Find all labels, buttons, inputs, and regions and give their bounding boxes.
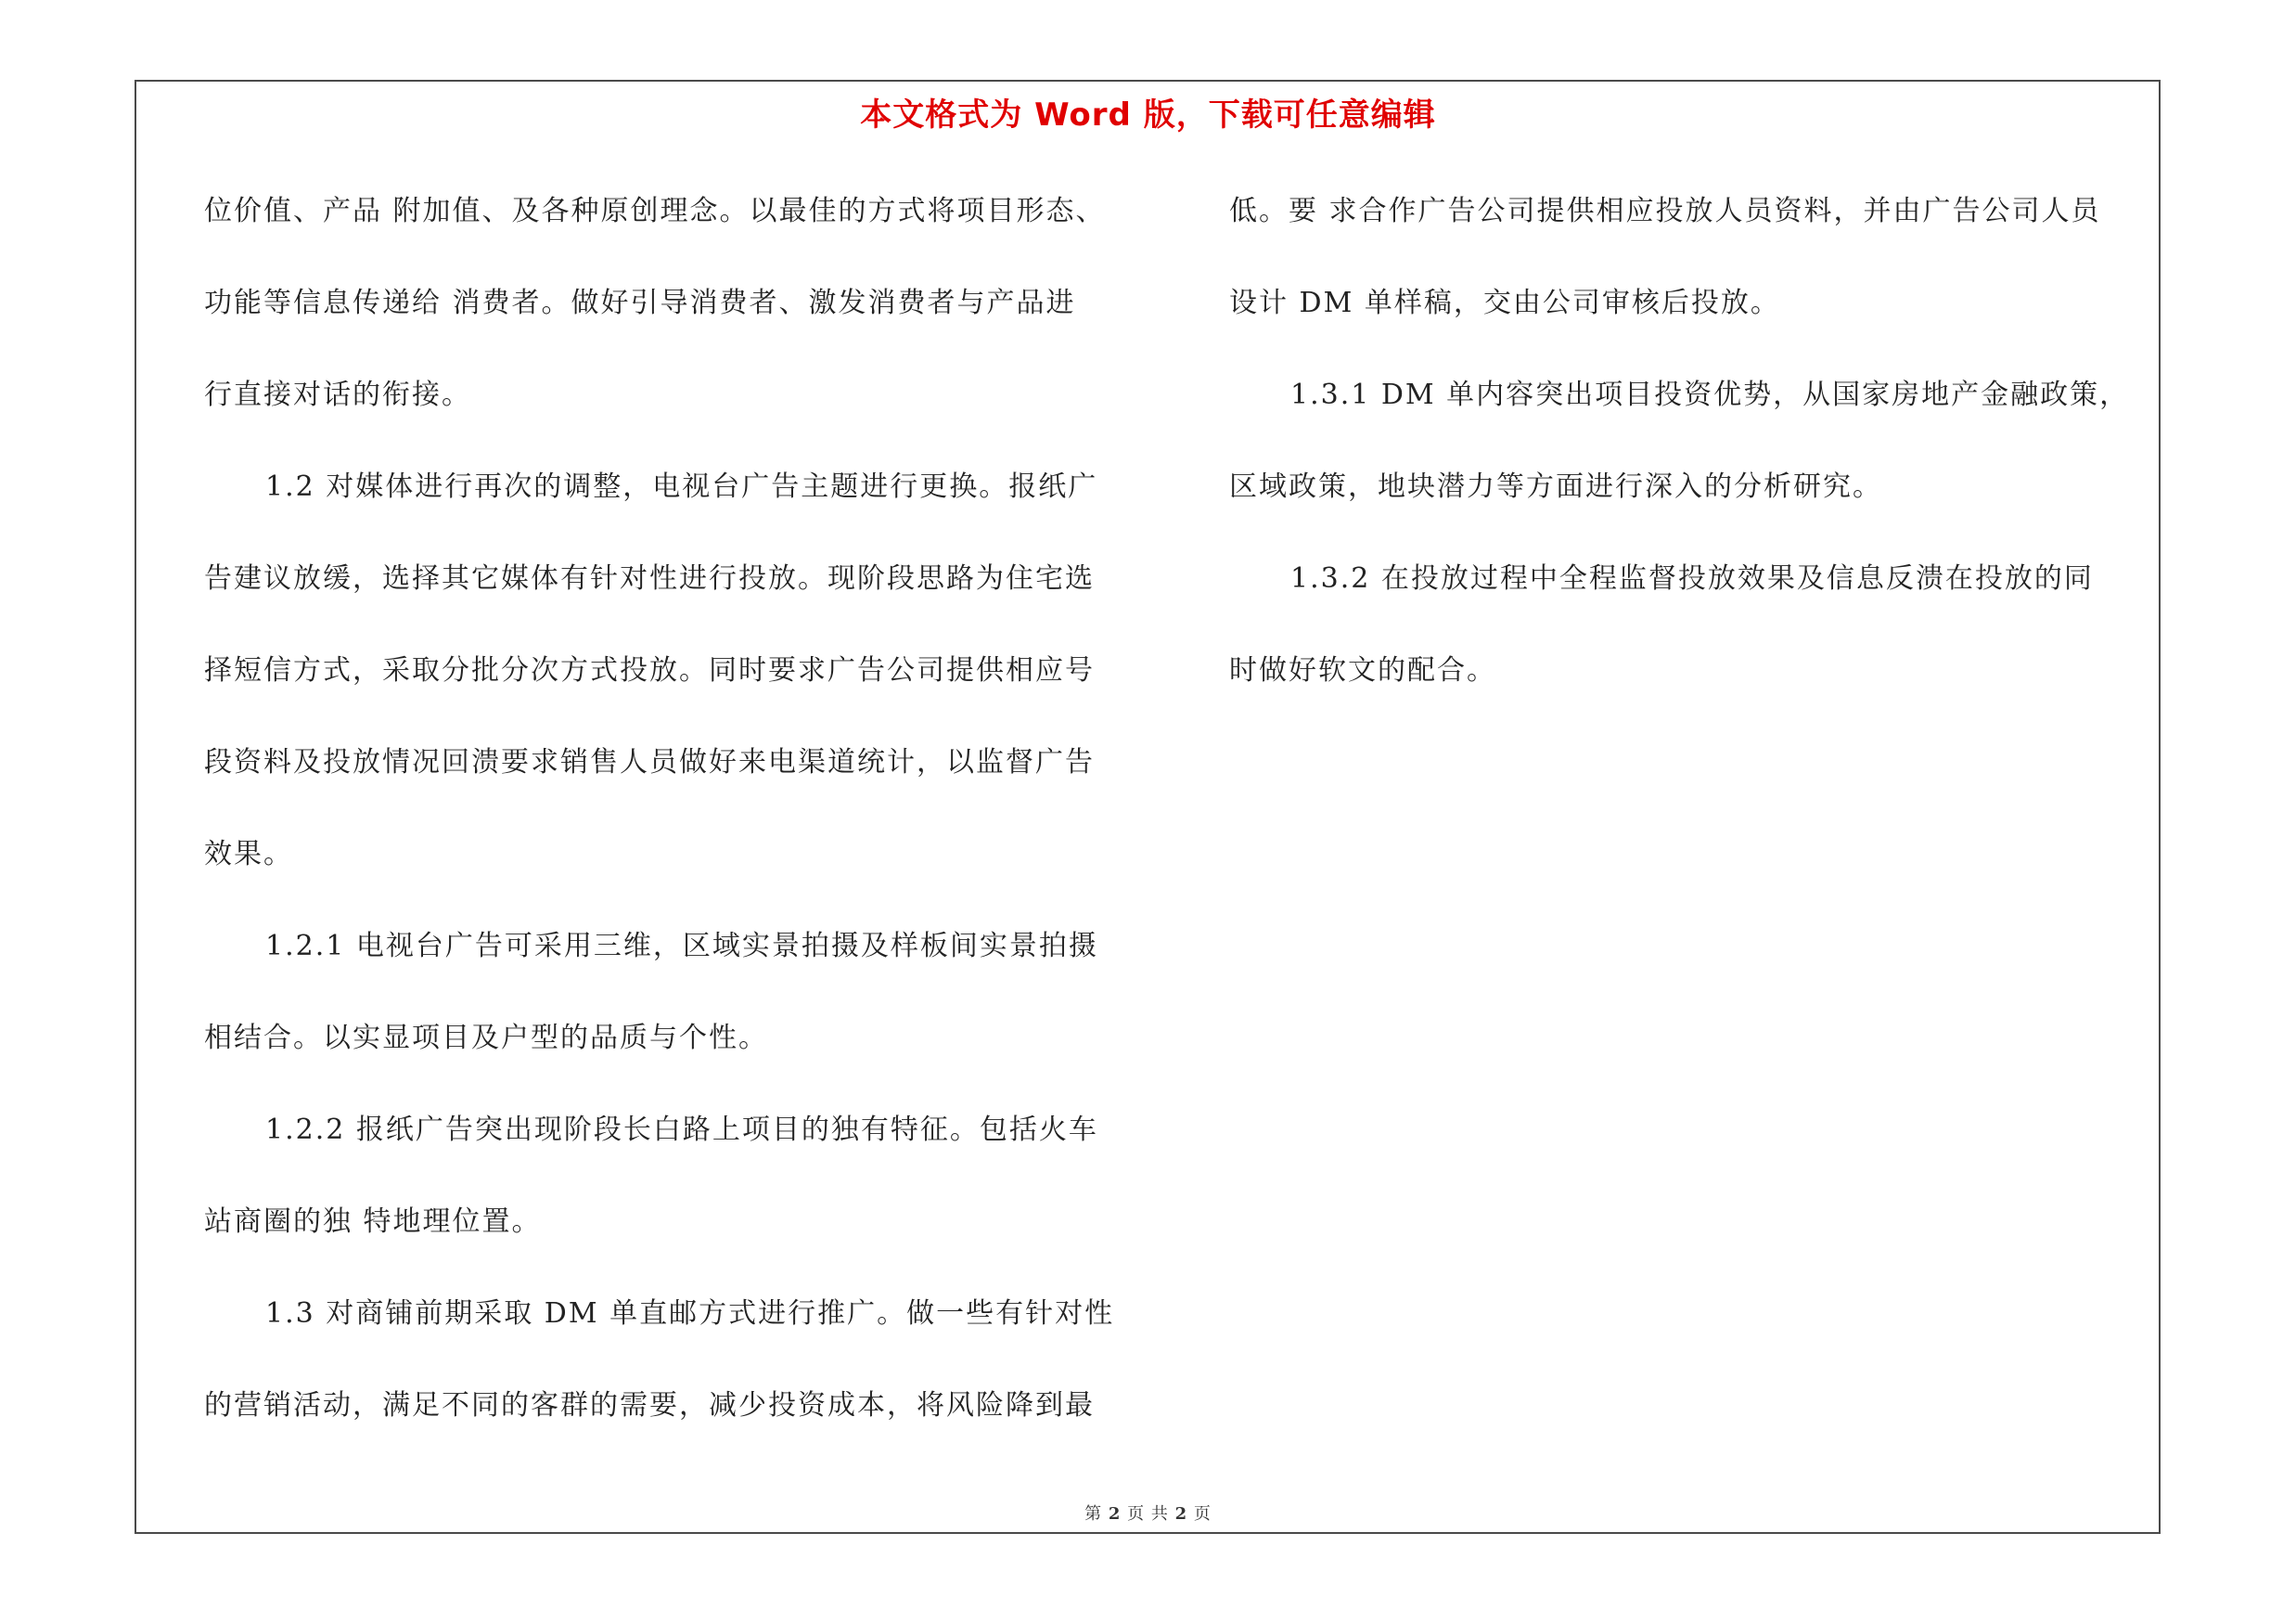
total-pages-number: 2 bbox=[1174, 1504, 1188, 1524]
footer-middle: 页 共 bbox=[1127, 1504, 1169, 1524]
paragraph-heading-1-3-2: 1.3.2 在投放过程中全程监督投放效果及信息反溃在投放的同 bbox=[1290, 562, 2094, 595]
current-page-number: 2 bbox=[1108, 1504, 1122, 1524]
text-line: 功能等信息传递给 消费者。做好引导消费者、激发消费者与产品进 bbox=[204, 287, 1076, 319]
page-footer bbox=[0, 1501, 2296, 1525]
text-line: 站商圈的独 特地理位置。 bbox=[204, 1205, 542, 1238]
text-line: 位价值、产品 附加值、及各种原创理念。以最佳的方式将项目形态、 bbox=[204, 195, 1106, 227]
header-banner: 本文格式为 Word 版，下载可任意编辑 bbox=[860, 97, 1436, 134]
text-line: 告建议放缓，选择其它媒体有针对性进行投放。现阶段思路为住宅选 bbox=[204, 562, 1095, 595]
left-column bbox=[204, 186, 1132, 1472]
right-column bbox=[1229, 186, 2157, 737]
text-line: 区域政策，地块潜力等方面进行深入的分析研究。 bbox=[1229, 470, 1882, 503]
paragraph-heading-1-2: 1.2 对媒体进行再次的调整，电视台广告主题进行更换。报纸广 bbox=[265, 470, 1098, 503]
footer-suffix: 页 bbox=[1193, 1504, 1212, 1524]
text-line: 段资料及投放情况回溃要求销售人员做好来电渠道统计，以监督广告 bbox=[204, 746, 1095, 779]
text-line: 时做好软文的配合。 bbox=[1229, 654, 1496, 687]
paragraph-heading-1-2-2: 1.2.2 报纸广告突出现阶段长白路上项目的独有特征。包括火车 bbox=[265, 1114, 1098, 1146]
paragraph-heading-1-2-1: 1.2.1 电视台广告可采用三维，区域实景拍摄及样板间实景拍摄 bbox=[265, 930, 1098, 962]
text-line: 效果。 bbox=[204, 838, 293, 870]
text-line: 低。要 求合作广告公司提供相应投放人员资料，并由广告公司人员 bbox=[1229, 195, 2101, 227]
text-line: 择短信方式，采取分批分次方式投放。同时要求广告公司提供相应号 bbox=[204, 654, 1095, 687]
text-line: 行直接对话的衔接。 bbox=[204, 379, 471, 411]
text-line: 的营销活动，满足不同的客群的需要，减少投资成本，将风险降到最 bbox=[204, 1389, 1095, 1422]
text-line: 设计 DM 单样稿，交由公司审核后投放。 bbox=[1229, 287, 1780, 319]
paragraph-heading-1-3-1: 1.3.1 DM 单内容突出项目投资优势，从国家房地产金融政策， bbox=[1290, 379, 2130, 411]
paragraph-heading-1-3: 1.3 对商铺前期采取 DM 单直邮方式进行推广。做一些有针对性 bbox=[265, 1297, 1115, 1330]
footer-prefix: 第 bbox=[1084, 1504, 1103, 1524]
text-line: 相结合。以实显项目及户型的品质与个性。 bbox=[204, 1022, 768, 1054]
